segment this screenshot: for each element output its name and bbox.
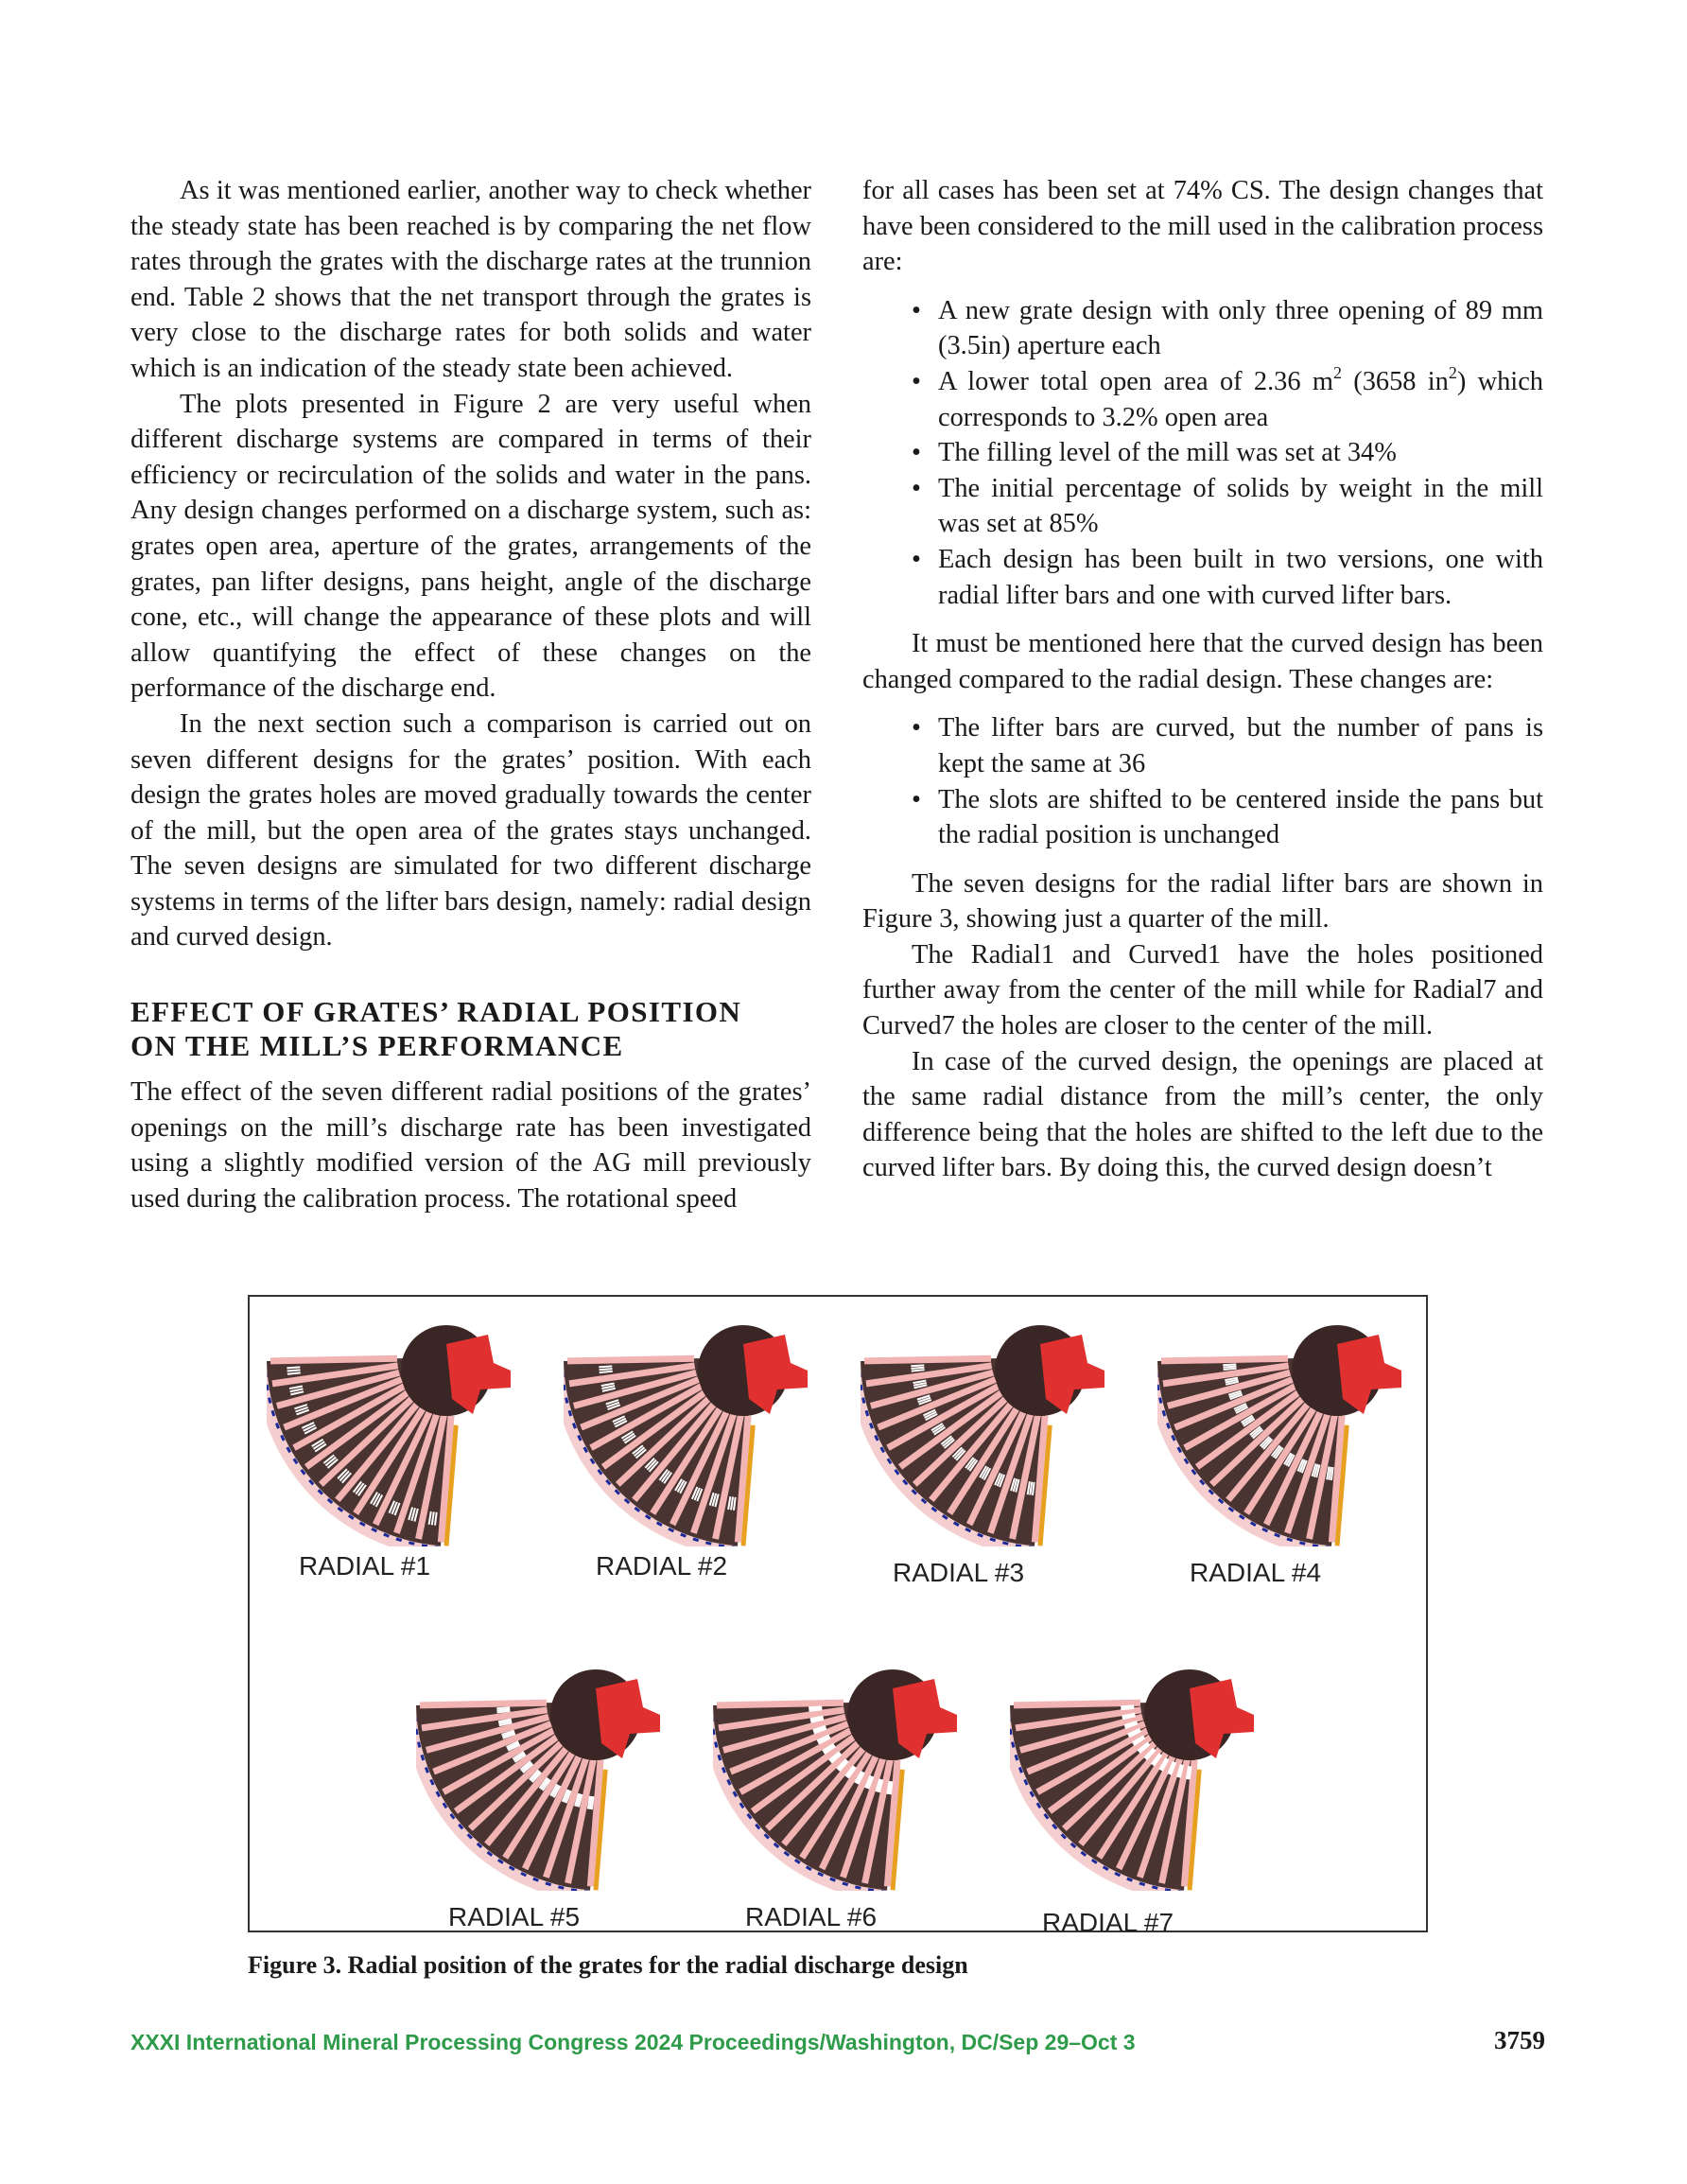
radial-design-panel bbox=[267, 1310, 513, 1594]
panel-label: RADIAL #6 bbox=[745, 1902, 878, 1931]
grate-diagram bbox=[564, 1310, 809, 1546]
curved-changes-list bbox=[862, 710, 1543, 852]
grate-hole bbox=[1223, 1364, 1236, 1365]
list-item-text: The initial percentage of solids by weight in the mill was set at 85% bbox=[938, 473, 1543, 539]
list-item bbox=[862, 435, 1543, 471]
bullet-icon: • bbox=[912, 366, 921, 396]
panel-label: RADIAL #1 bbox=[299, 1551, 431, 1581]
figure-caption: Figure 3. Radial position of the grates for the radial discharge design bbox=[248, 1951, 968, 1979]
lifter-bar bbox=[270, 1358, 397, 1361]
left-column bbox=[130, 173, 811, 1216]
footer-conference: XXXI International Mineral Processing Congress 2024 Proceedings/Washington, DC/Sep 29–Oct 3 bbox=[130, 2030, 1136, 2054]
grate-hole bbox=[1224, 1369, 1237, 1370]
grate-diagram bbox=[713, 1654, 959, 1891]
grate-hole bbox=[912, 1370, 925, 1371]
list-item-text: The slots are shifted to be centered inside the pans but the radial position is unchanged bbox=[938, 784, 1543, 850]
lifter-bar bbox=[1014, 1703, 1140, 1705]
panel-label: RADIAL #2 bbox=[596, 1551, 728, 1581]
list-item bbox=[862, 293, 1543, 364]
grate-hole bbox=[911, 1368, 924, 1369]
grate-diagram bbox=[416, 1654, 662, 1891]
lifter-bar bbox=[864, 1358, 991, 1361]
grate-hole bbox=[1223, 1366, 1236, 1367]
bullet-icon: • bbox=[912, 713, 921, 743]
list-item-text: ) which corresponds to 3.2% open area bbox=[938, 366, 1543, 432]
grate-hole bbox=[497, 1711, 511, 1712]
bullet-icon: • bbox=[912, 438, 921, 468]
radial-design-panel bbox=[861, 1310, 1106, 1594]
radial-design-panel bbox=[1010, 1654, 1256, 1938]
grate-hole bbox=[599, 1366, 612, 1367]
grate-hole bbox=[287, 1372, 301, 1373]
grate-diagram bbox=[1157, 1310, 1403, 1546]
paragraph: It must be mentioned here that the curved design has been changed compared to the radial design. These changes are: bbox=[862, 629, 1543, 694]
radial-design-panel bbox=[713, 1654, 959, 1938]
superscript: 2 bbox=[1448, 362, 1457, 382]
panel-label: RADIAL #5 bbox=[448, 1902, 581, 1931]
radial-design-panel bbox=[564, 1310, 809, 1594]
paragraph: In case of the curved design, the openings are placed at the same radial distance from the mill’s center, the only difference being that the holes are shifted to the left due to the curved lifter bars. By doing this, the curved design doesn’t bbox=[862, 1046, 1543, 1183]
paragraph: The seven designs for the radial lifter bars are shown in Figure 3, showing just a quarter of the mill. bbox=[862, 868, 1543, 935]
list-item bbox=[862, 471, 1543, 542]
page-number: 3759 bbox=[1494, 2026, 1545, 2054]
grate-hole bbox=[287, 1370, 301, 1371]
list-item bbox=[862, 364, 1543, 435]
design-changes-list bbox=[862, 293, 1543, 613]
figure-3 bbox=[248, 1295, 1428, 1937]
section-heading-line: EFFECT OF GRATES’ RADIAL POSITION bbox=[130, 995, 742, 1029]
bullet-icon: • bbox=[912, 784, 921, 814]
lifter-bar bbox=[420, 1703, 547, 1705]
grate-diagram bbox=[267, 1310, 513, 1546]
bullet-icon: • bbox=[912, 295, 921, 325]
list-item bbox=[862, 782, 1543, 853]
paragraph: The plots presented in Figure 2 are very useful when different discharge systems are compared in terms of their efficiency or recirculation of the solids and water in the pans. Any design changes performed on a discharge system, such as: grates open area, aperture of the grates, arrangements of the grates, pan lifter designs, pans height, angle of the discharge cone, etc., will change the appearance of these plots and will allow quantifying the effect of these changes on the performance of the discharge end. bbox=[130, 389, 811, 704]
list-item-text: The lifter bars are curved, but the number of pans is kept the same at 36 bbox=[938, 713, 1543, 778]
grate-hole bbox=[1121, 1705, 1134, 1706]
paragraph: for all cases has been set at 74% CS. The design changes that have been considered to the mill used in the calibration process are: bbox=[862, 176, 1543, 277]
grate-diagram bbox=[861, 1310, 1106, 1546]
section-heading bbox=[130, 995, 811, 1063]
list-item bbox=[862, 542, 1543, 613]
list-item-text: (3658 in bbox=[1341, 366, 1449, 396]
bullet-icon: • bbox=[912, 544, 921, 574]
grate-hole bbox=[287, 1367, 300, 1368]
radial-design-panel bbox=[416, 1654, 662, 1938]
paragraph: As it was mentioned earlier, another way to check whether the steady state has been reached is by comparing the net flow rates through the grates with the discharge rates at the trunnion end. Table 2 shows that the net transport through the grates is very close to the discharge rates for both solids and water which is an indication of the steady state been achieved. bbox=[130, 176, 811, 383]
radial-design-panel bbox=[1157, 1310, 1403, 1594]
grate-hole bbox=[911, 1365, 924, 1366]
lifter-bar bbox=[1161, 1358, 1288, 1361]
lifter-bar bbox=[567, 1358, 694, 1361]
list-item-text: A lower total open area of 2.36 m bbox=[938, 366, 1333, 396]
right-column bbox=[862, 173, 1543, 1186]
list-item-text: The filling level of the mill was set at 34% bbox=[938, 438, 1397, 468]
list-item bbox=[862, 710, 1543, 781]
paragraph: The effect of the seven different radial positions of the grates’ openings on the mill’s discharge rate has been investigated using a slightly modified version of the AG mill previously used during the calibration process. The rotational speed bbox=[130, 1077, 811, 1214]
paragraph: In the next section such a comparison is carried out on seven different designs for the grates’ position. With each design the grates holes are moved gradually towards the center of the mill, but the open area of the grates stays unchanged. The seven designs are simulated for two different discharge systems in terms of the lifter bars design, namely: radial design and curved design. bbox=[130, 708, 811, 952]
list-item-text: A new grate design with only three opening of 89 mm (3.5in) aperture each bbox=[938, 295, 1543, 361]
panel-label: RADIAL #4 bbox=[1190, 1558, 1322, 1587]
grate-hole bbox=[809, 1706, 822, 1707]
list-item-text: Each design has been built in two versions, one with radial lifter bars and one with curved lifter bars. bbox=[938, 544, 1543, 610]
section-heading-line: ON THE MILL’S PERFORMANCE bbox=[130, 1029, 624, 1063]
bullet-icon: • bbox=[912, 473, 921, 503]
grate-hole bbox=[496, 1709, 510, 1710]
panel-label: RADIAL #7 bbox=[1042, 1908, 1174, 1937]
superscript: 2 bbox=[1332, 362, 1342, 382]
grate-hole bbox=[496, 1707, 510, 1708]
grate-diagram bbox=[1010, 1654, 1256, 1891]
paragraph: The Radial1 and Curved1 have the holes positioned further away from the center of the mill while for Radial7 and Curved7 the holes are closer to the center of the mill. bbox=[862, 939, 1543, 1041]
lifter-bar bbox=[717, 1703, 844, 1705]
panel-label: RADIAL #3 bbox=[893, 1558, 1025, 1587]
grate-hole bbox=[600, 1369, 613, 1370]
